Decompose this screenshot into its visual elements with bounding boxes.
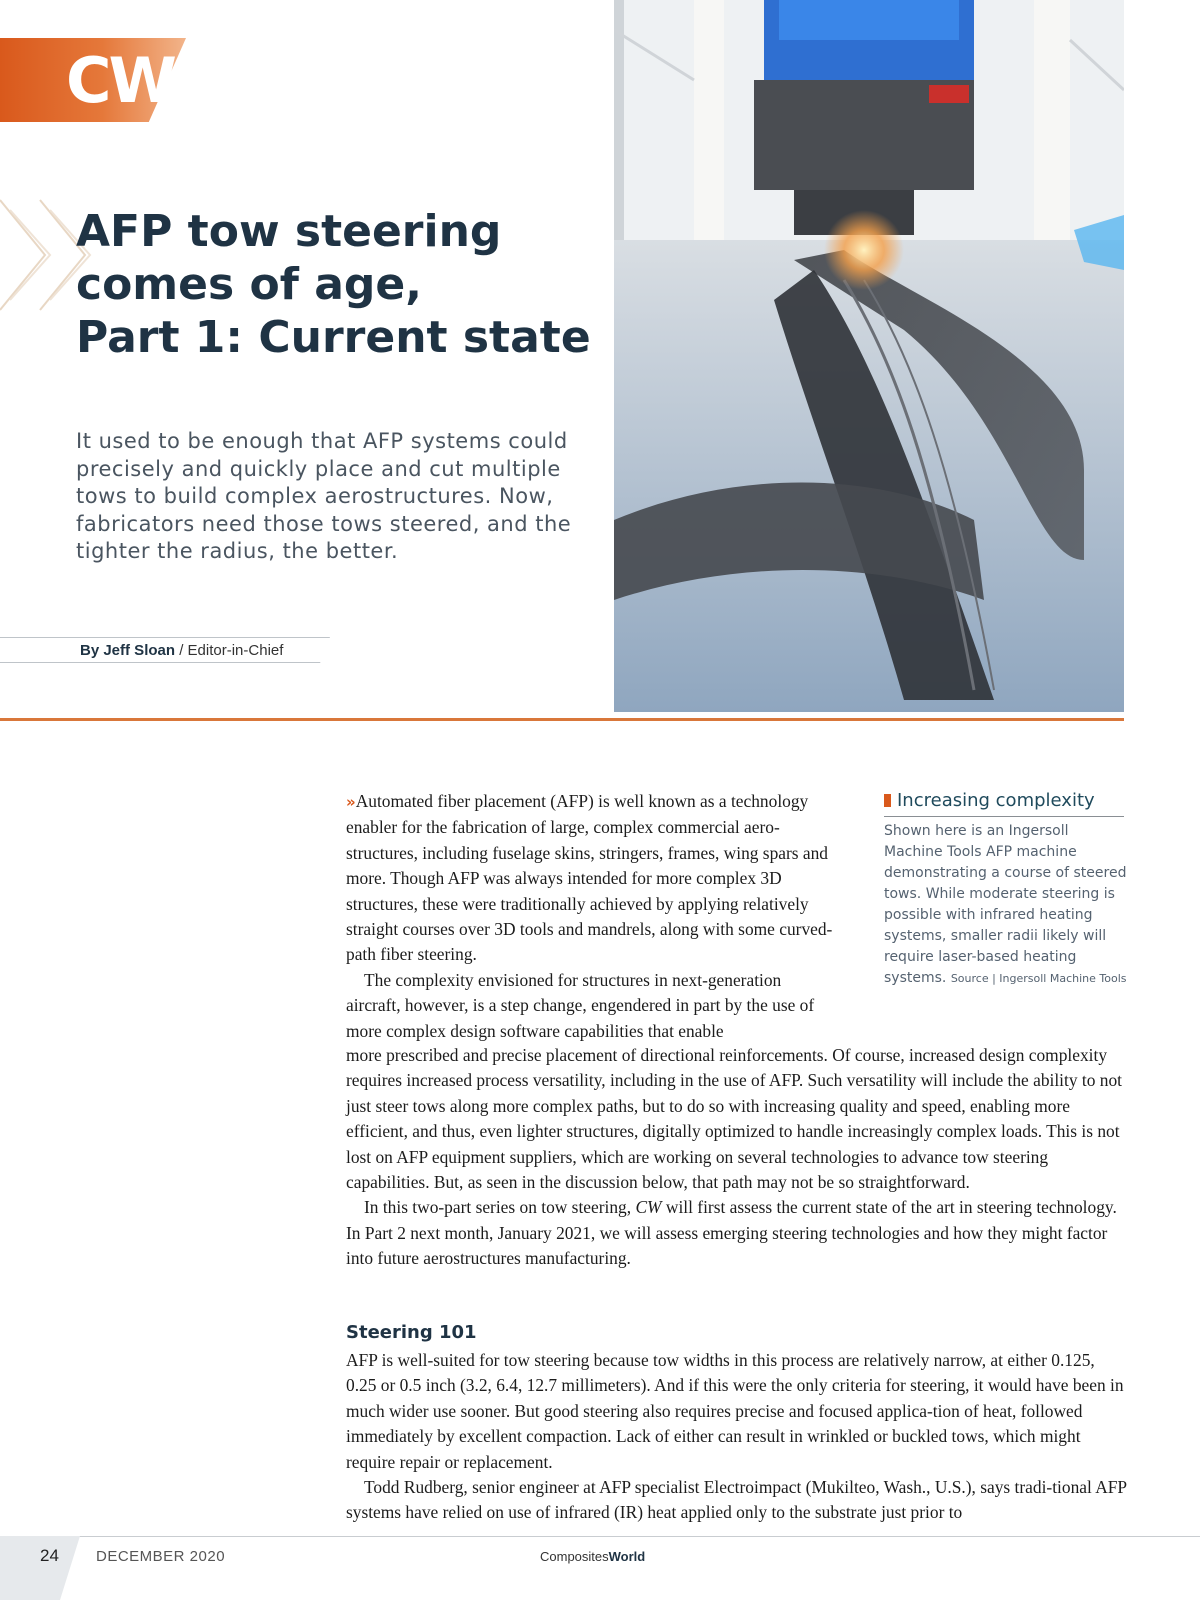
- paragraph-3-italic: CW: [635, 1197, 662, 1218]
- paragraph-4: AFP is well-suited for tow steering because tow widths in this process are relatively narrow, at either 0.125, 0.25 or 0.5 inch (3.2, 6.4, 12.7 millimeters). And if this were the only criteria for steering, it would have been in much wider use sooner. But good steering also requires precise and focused applica-tion of heat, followed immediately by excellent compaction. Lack of either can result in wrinkled or buckled tows, which might require repair or replacement.: [346, 1350, 1124, 1472]
- byline-author: By Jeff Sloan: [80, 642, 176, 659]
- brand-bold: World: [608, 1549, 646, 1564]
- paragraph-5: Todd Rudberg, senior engineer at AFP specialist Electroimpact (Mukilteo, Wash., U.S.), says tradi-tional AFP systems have relied on use of infrared (IR) heat applied only to the substrate just prior to: [346, 1477, 1127, 1523]
- brand-plain: Composites: [540, 1549, 609, 1564]
- lead-arrows-icon: »: [346, 793, 356, 811]
- paragraph-text: Automated fiber placement (AFP) is well known as a technology enabler for the fabrication of large, complex commercial aero-structures, including fuselage skins, stringers, frames, wing spars and more. Though AFP was always intended for more complex 3D structures, these were traditionally achieved by applying relatively straight courses over 3D tools and mandrels, along with some curved-path fiber steering.: [346, 791, 833, 965]
- paragraph-lead: [346, 789, 851, 968]
- footer-rule: [0, 1536, 1200, 1537]
- byline-role: / Editor-in-Chief: [179, 642, 284, 659]
- issue-date: DECEMBER 2020: [96, 1548, 226, 1565]
- paragraph-3-pre: In this two-part series on tow steering,: [364, 1197, 632, 1218]
- paragraph-2b: more prescribed and precise placement of directional reinforcements. Of course, increased design complexity requires increased process versatility, including in the use of AFP. Such versatility will include the ability to not just steer tows along more complex paths, but to do so with increasing quality and speed, enabling more efficient, and thus, even lighter structures, digitally optimized to handle increasingly complex loads. This is not lost on AFP equipment suppliers, which are working on several technologies to advance tow steering capabilities. But, as seen in the discussion below, that path may not be so straightforward.: [346, 1045, 1122, 1193]
- caption-text: Shown here is an Ingersoll Machine Tools AFP machine demonstrating a course of steered tows. While moderate steering is possible with infrared heating systems, smaller radii likely will require laser-based heating systems.: [884, 823, 1127, 986]
- title-line: AFP tow steering: [76, 206, 502, 257]
- body-column-lower: [346, 1348, 1128, 1526]
- sidebar-caption: [884, 821, 1128, 989]
- article-dek: It used to be enough that AFP systems could precisely and quickly place and cut multiple tows to build complex aerostructures. Now, fabricators need those tows steered, and the tighter the radius, the better.: [76, 429, 572, 563]
- byline: [80, 642, 283, 659]
- paragraph-3: [346, 1195, 1128, 1271]
- sidebar-heading: [884, 790, 1124, 817]
- body-column-wide: [346, 1043, 1128, 1272]
- sidebar-heading-text: Increasing complexity: [897, 790, 1095, 811]
- afp-machine-illustration: [614, 0, 1124, 712]
- hero-photo: [614, 0, 1124, 712]
- page-number: 24: [40, 1546, 59, 1565]
- article-title: [76, 205, 606, 364]
- subhead-steering-101: Steering 101: [346, 1322, 477, 1343]
- square-bullet-icon: [884, 794, 891, 807]
- paragraph-3-post: will first assess the current state of the art in steering technology. In Part 2 next month, January 2021, we will assess emerging steering technologies and how they might factor into future aerostructures manufacturing.: [346, 1197, 1117, 1269]
- publication-brand: [540, 1549, 645, 1564]
- paragraph-2a: The complexity envisioned for structures in next-generation aircraft, however, is a step change, engendered in part by the use of more complex design software capabilities that enable: [346, 969, 815, 1041]
- section-divider: [0, 718, 1124, 721]
- caption-source: Source | Ingersoll Machine Tools: [950, 972, 1127, 985]
- title-line: comes of age,: [76, 259, 422, 310]
- title-line: Part 1: Current state: [76, 312, 591, 363]
- body-column-narrow: [346, 789, 851, 1044]
- cw-logo: CW: [66, 44, 174, 117]
